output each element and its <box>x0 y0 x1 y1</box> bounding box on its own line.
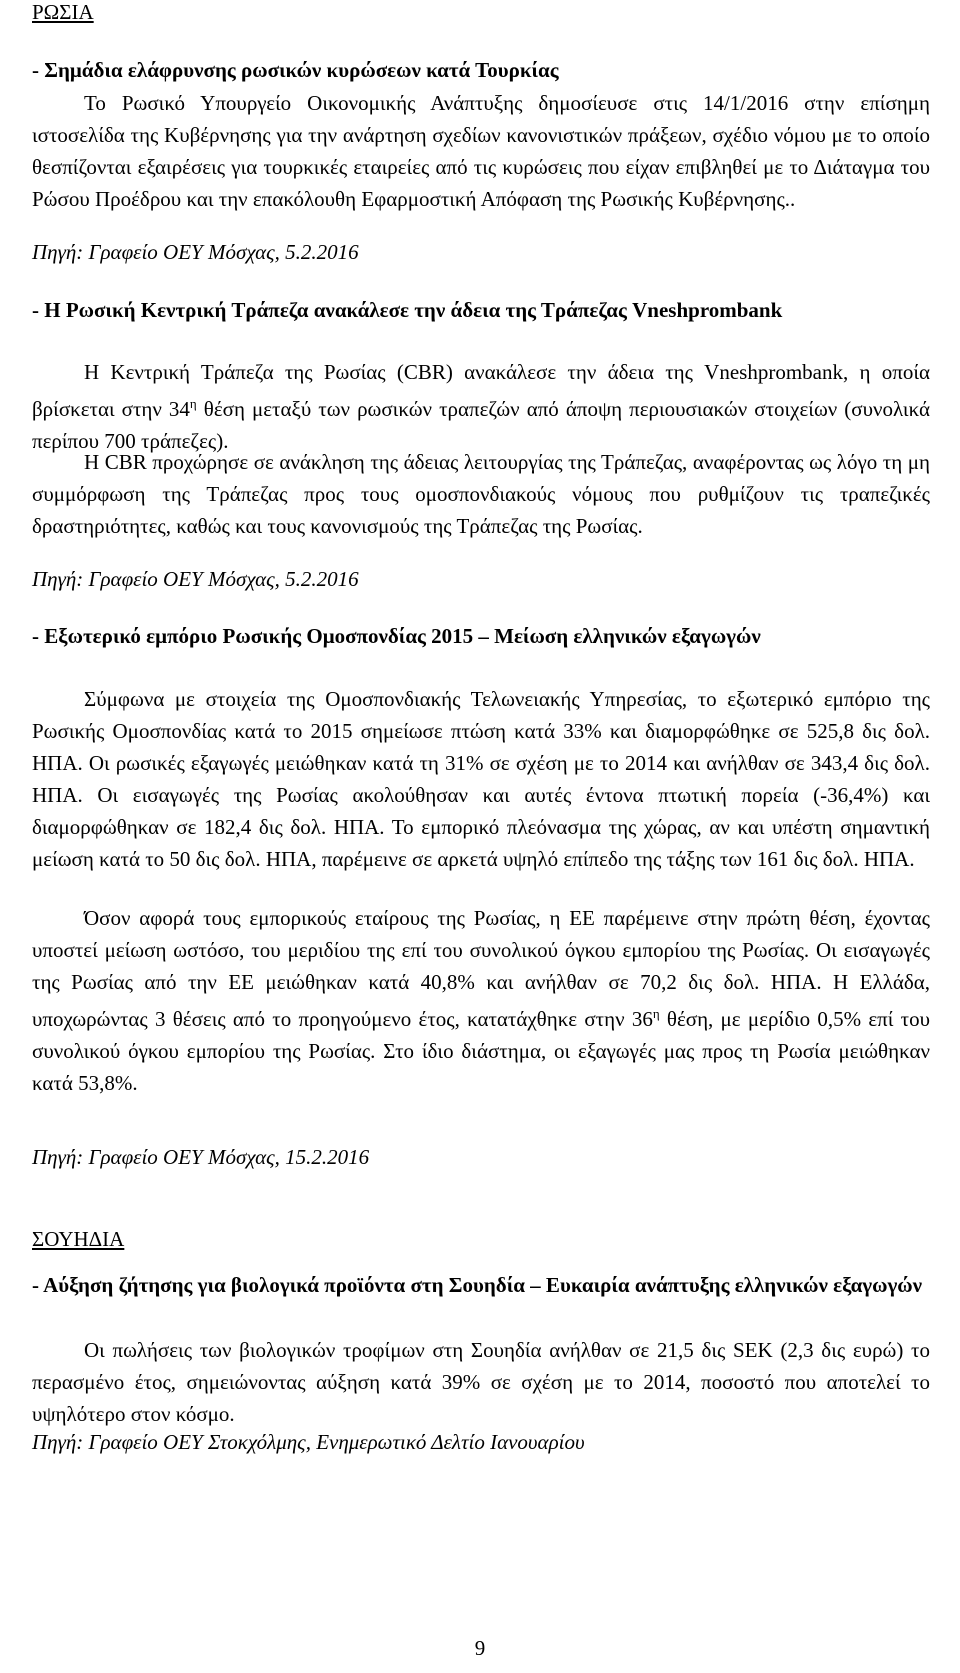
ordinal-superscript: η <box>189 396 197 411</box>
country-heading-russia: ΡΩΣΙΑ <box>32 0 94 24</box>
news-body-foreign-trade-2 <box>32 902 930 1099</box>
news-body-vneshprombank-2: Η CBR προχώρησε σε ανάκληση της άδειας λειτουργίας της Τράπεζας, αναφέροντας ως λόγο τη μη συμμόρφωση της Τράπεζας προς τους ομοσπονδιακούς νόμους που ρυθμίζουν τις τραπεζικές δραστηριότητες, καθώς και τους κανονισμούς της Τράπεζας της Ρωσίας. <box>32 450 930 538</box>
news-body-vneshprombank-1 <box>32 356 930 457</box>
news-source-organic: Πηγή: Γραφείο ΟΕΥ Στοκχόλμης, Ενημερωτικό Δελτίο Ιανουαρίου <box>32 1430 585 1454</box>
body-text: Η Κεντρική Τράπεζα της Ρωσίας (CBR) ανακάλεσε την άδεια της Vneshprombank, η οποία βρίσκεται στην 34 <box>32 360 930 421</box>
body-text: θέση μεταξύ των ρωσικών τραπεζών από άποψη περιουσιακών στοιχείων (συνολικά περίπου 700 τράπεζες). <box>32 397 930 453</box>
news-heading-vneshprombank: - Η Ρωσική Κεντρική Τράπεζα ανακάλεσε την άδεια της Τράπεζας Vneshprombank <box>32 298 783 322</box>
news-heading-organic: - Αύξηση ζήτησης για βιολογικά προϊόντα στη Σουηδία – Ευκαιρία ανάπτυξης ελληνικών εξαγωγών <box>32 1273 923 1297</box>
news-heading-foreign-trade: - Εξωτερικό εμπόριο Ρωσικής Ομοσπονδίας 2015 – Μείωση ελληνικών εξαγωγών <box>32 624 761 648</box>
ordinal-superscript: η <box>652 1006 660 1021</box>
news-body-foreign-trade-1: Σύμφωνα με στοιχεία της Ομοσπονδιακής Τελωνειακής Υπηρεσίας, το εξωτερικό εμπόριο της Ρωσικής Ομοσπονδίας κατά το 2015 σημείωσε πτώση κατά 33% και διαμορφώθηκε σε 525,8 δις δολ. ΗΠΑ. Οι ρωσικές εξαγωγές μειώθηκαν κατά τη 31% σε σχέση με το 2014 και ανήλθαν σε 343,4 δις δολ. ΗΠΑ. Οι εισαγωγές της Ρωσίας ακολούθησαν και αυτές έντονα πτωτική πορεία (-36,4%) και διαμορφώθηκαν σε 182,4 δις δολ. ΗΠΑ. Το εμπορικό πλεόνασμα της χώρας, αν και υπέστη σημαντική μείωση κατά το 50 δις δολ. ΗΠΑ, παρέμεινε σε αρκετά υψηλό επίπεδο της τάξης των 161 δις δολ. ΗΠΑ. <box>32 687 930 871</box>
page-number: 9 <box>474 1636 486 1660</box>
news-source-vneshprombank: Πηγή: Γραφείο ΟΕΥ Μόσχας, 5.2.2016 <box>32 567 359 591</box>
news-body-organic: Οι πωλήσεις των βιολογικών τροφίμων στη Σουηδία ανήλθαν σε 21,5 δις SEK (2,3 δις ευρώ) το περασμένο έτος, σημειώνοντας αύξηση κατά 39% σε σχέση με το 2014, ποσοστό που αποτελεί το υψηλότερο στον κόσμο. <box>32 1338 930 1426</box>
news-heading-sanctions: - Σημάδια ελάφρυνσης ρωσικών κυρώσεων κατά Τουρκίας <box>32 58 559 82</box>
country-heading-sweden: ΣΟΥΗΔΙΑ <box>32 1227 125 1251</box>
body-text: Όσον αφορά τους εμπορικούς εταίρους της Ρωσίας, η ΕΕ παρέμεινε στην πρώτη θέση, έχοντας υποστεί μείωση ωστόσο, του μεριδίου της επί του συνολικού όγκου εμπορίου της Ρωσίας. Οι εισαγωγές της Ρωσίας από την ΕΕ μειώθηκαν κατά 40,8% και ανήλθαν σε 70,2 δις δολ. ΗΠΑ. Η Ελλάδα, υποχωρώντας 3 θέσεις από το προηγούμενο έτος, κατατάχθηκε στην 36 <box>32 906 930 1031</box>
news-body-sanctions: Το Ρωσικό Υπουργείο Οικονομικής Ανάπτυξης δημοσίευσε στις 14/1/2016 στην επίσημη ιστοσελίδα της Κυβέρνησης για την ανάρτηση σχεδίων κανονιστικών πράξεων, σχέδιο νόμου με το οποίο θεσπίζονται εξαιρέσεις για τουρκικές εταιρείες από τις κυρώσεις που είχαν επιβληθεί με το Διάταγμα του Ρώσου Προέδρου και την επακόλουθη Εφαρμοστική Απόφαση της Ρωσικής Κυβέρνησης.. <box>32 91 930 211</box>
body-text: θέση, με μερίδιο 0,5% επί του συνολικού όγκου εμπορίου της Ρωσίας. Στο ίδιο διάστημα, οι εξαγωγές μας προς τη Ρωσία μειώθηκαν κατά 53,8%. <box>32 1007 930 1095</box>
news-source-foreign-trade: Πηγή: Γραφείο ΟΕΥ Μόσχας, 15.2.2016 <box>32 1145 370 1169</box>
news-source-sanctions: Πηγή: Γραφείο ΟΕΥ Μόσχας, 5.2.2016 <box>32 240 359 264</box>
